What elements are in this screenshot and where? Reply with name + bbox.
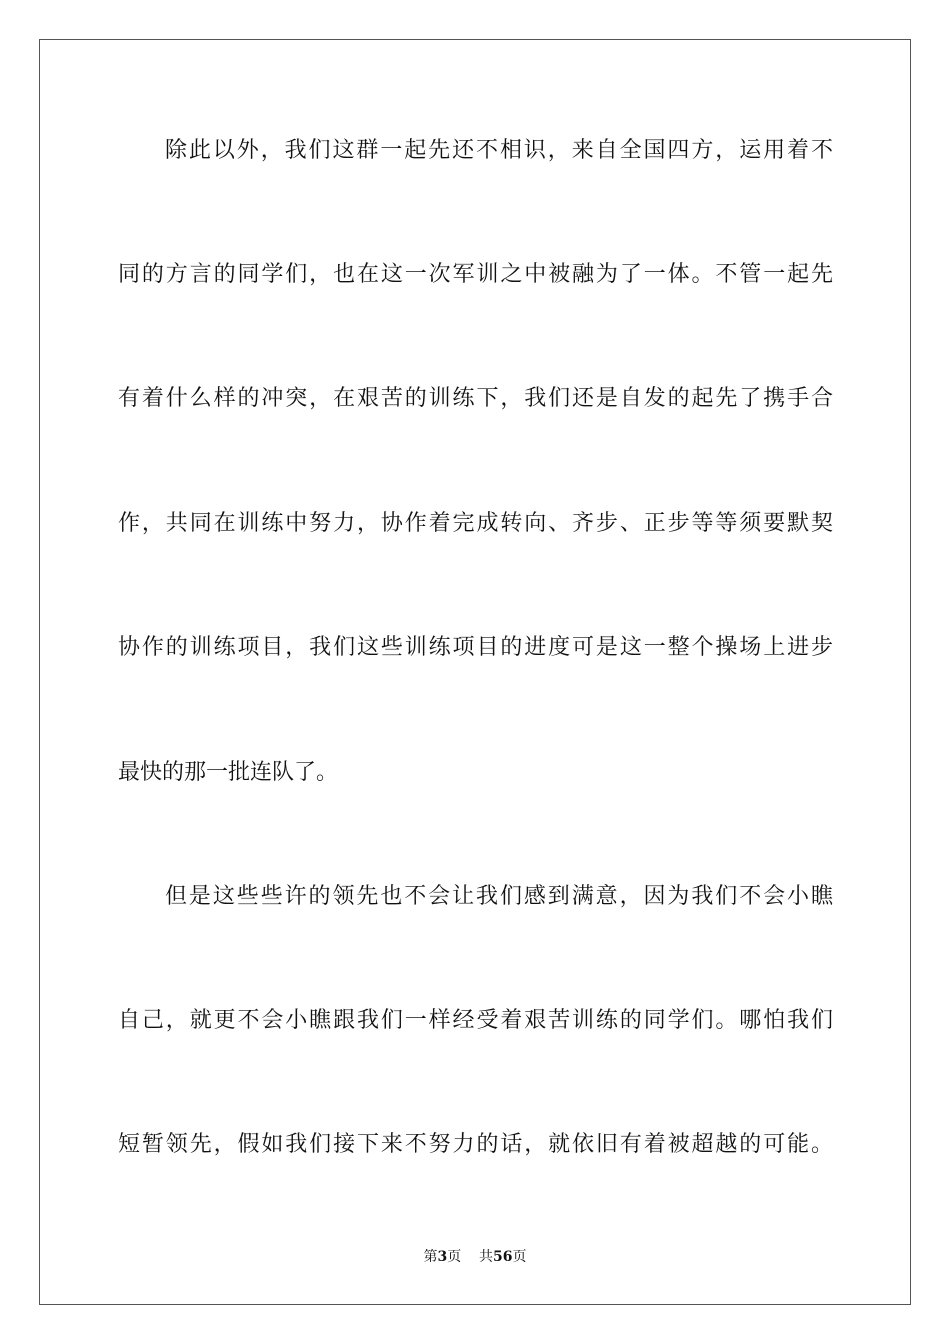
text-line: 同的方言的同学们，也在这一次军训之中被融为了一体。不管一起先	[118, 262, 833, 287]
page-number: 3	[437, 1249, 448, 1265]
text-line: 最快的那一批连队了。	[118, 760, 339, 785]
page-suffix: 页	[447, 1249, 462, 1265]
text-line: 有着什么样的冲突，在艰苦的训练下，我们还是自发的起先了携手合	[118, 386, 833, 411]
page-footer	[0, 1247, 950, 1267]
text-line: 但是这些些许的领先也不会让我们感到满意，因为我们不会小瞧	[165, 884, 833, 909]
text-line: 协作的训练项目，我们这些训练项目的进度可是这一整个操场上进步	[118, 635, 833, 660]
text-line: 自己，就更不会小瞧跟我们一样经受着艰苦训练的同学们。哪怕我们	[118, 1008, 833, 1033]
text-line: 除此以外，我们这群一起先还不相识，来自全国四方，运用着不	[165, 138, 833, 163]
page-prefix: 第	[423, 1249, 438, 1265]
page-border	[39, 39, 911, 1305]
text-line: 短暂领先，假如我们接下来不努力的话，就依旧有着被超越的可能。	[118, 1132, 833, 1157]
total-suffix: 页	[512, 1249, 527, 1265]
total-pages: 56	[493, 1249, 513, 1265]
text-line: 作，共同在训练中努力，协作着完成转向、齐步、正步等等须要默契	[118, 511, 833, 536]
total-prefix: 共	[479, 1249, 494, 1265]
